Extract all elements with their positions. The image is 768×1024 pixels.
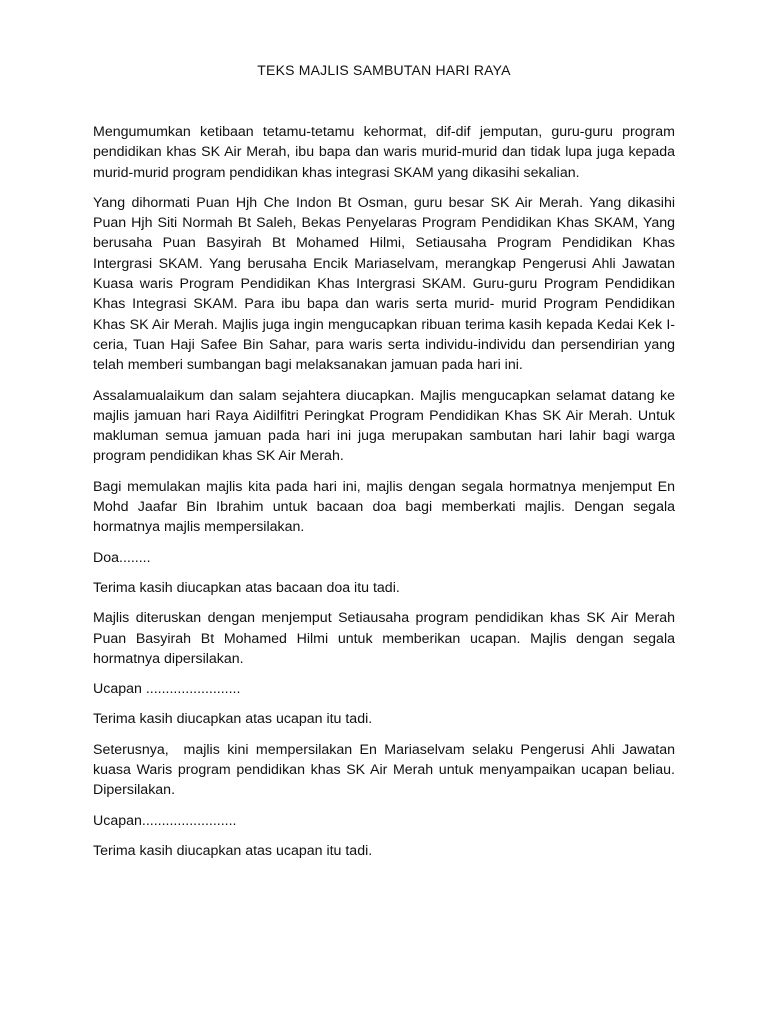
paragraph-welcome: Assalamualaikum dan salam sejahtera diucapkan. Majlis mengucapkan selamat datang ke majlis jamuan hari Raya Aidilfitri Peringkat Program Pendidikan Khas SK Air Merah. Untuk makluman semua jamuan pada hari ini juga merupakan sambutan hari lahir bagi warga program pendidikan khas SK Air Merah.	[93, 387, 675, 465]
paragraph-salutations: Yang dihormati Puan Hjh Che Indon Bt Osman, guru besar SK Air Merah. Yang dikasihi Puan Hjh Siti Normah Bt Saleh, Bekas Penyelaras Program Pendidikan Khas SKAM, Yang berusaha Puan Basyirah Bt Mohamed Hilmi, Setiausaha Program Pendidikan Khas Intergrasi SKAM. Yang berusaha Encik Mariaselvam, merangkap Pengerusi Ahli Jawatan Kuasa waris Program Pendidikan Khas Intergrasi SKAM. Guru-guru Program Pendidikan Khas Integrasi SKAM. Para ibu bapa dan waris serta murid- murid Program Pendidikan Khas SK Air Merah. Majlis juga ingin mengucapkan ribuan terima kasih kepada Kedai Kek I-ceria, Tuan Haji Safee Bin Sahar, para waris serta individu-individu dan persendirian yang telah memberi sumbangan bagi melaksanakan jamuan pada hari ini.	[93, 194, 675, 374]
paragraph-thanks-speech-2: Terima kasih diucapkan atas ucapan itu tadi.	[93, 842, 373, 859]
paragraph-speech-1: Ucapan ........................	[93, 681, 241, 698]
paragraph-doa: Doa........	[93, 549, 151, 566]
paragraph-doa-invitation: Bagi memulakan majlis kita pada hari ini, majlis dengan segala hormatnya menjemput En Mohd Jaafar Bin Ibrahim untuk bacaan doa bagi memberkati majlis. Dengan segala hormatnya majlis mempersilakan.	[93, 478, 675, 536]
paragraph-secretary-invitation: Majlis diteruskan dengan menjemput Setiausaha program pendidikan khas SK Air Merah Puan Basyirah Bt Mohamed Hilmi untuk memberikan ucapan. Majlis dengan segala hormatnya dipersilakan.	[93, 610, 675, 667]
paragraph-chairman-invitation: Seterusnya, majlis kini mempersilakan En Mariaselvam selaku Pengerusi Ahli Jawatan kuasa Waris program pendidikan khas SK Air Merah untuk menyampaikan ucapan beliau. Dipersilakan.	[93, 741, 679, 799]
document-body	[93, 122, 679, 871]
paragraph-announcement: Mengumumkan ketibaan tetamu-tetamu kehormat, dif-dif jemputan, guru-guru program pendidikan khas SK Air Merah, ibu bapa dan waris murid-murid dan tidak lupa juga kepada murid-murid program pendidikan khas integrasi SKAM yang dikasihi sekalian.	[93, 124, 675, 181]
paragraph-speech-2: Ucapan........................	[93, 812, 237, 829]
paragraph-thanks-speech-1: Terima kasih diucapkan atas ucapan itu tadi.	[93, 711, 373, 728]
paragraph-thanks-doa: Terima kasih diucapkan atas bacaan doa itu tadi.	[93, 579, 400, 596]
document-title: TEKS MAJLIS SAMBUTAN HARI RAYA	[257, 62, 511, 78]
